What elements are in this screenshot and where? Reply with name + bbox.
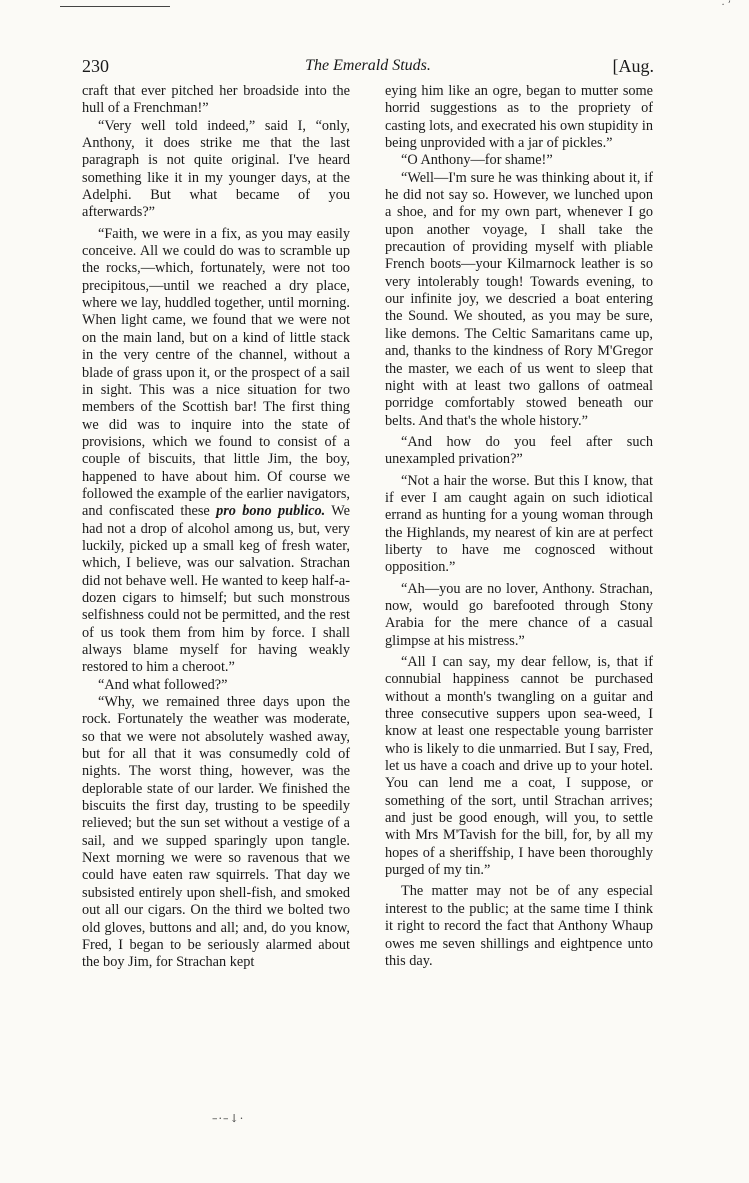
paragraph: “Well—I'm sure he was thinking about it, if he did not say so. However, we lunched upon a shoe, and for my own part, whenever I go upon another voyage, I shall take the precaution of providing myself with pliable French boots—your Kilmarnock leather is so very intolerably tough! Towards evening, to our infinite joy, we descried a boat entering the Sound. We shouted, as you may be sure, like demons. The Celtic Samaritans came up, and, thanks to the kindness of Rory M'Gregor the master, we each of us went to sleep that night with at least two gallons of oatmeal porridge comfortably stowed beneath our belts. And that's the whole history.” [385, 169, 653, 429]
running-title: The Emerald Studs. [305, 57, 431, 74]
page-number: 230 [82, 56, 109, 76]
paragraph [82, 226, 350, 677]
paragraph: “Not a hair the worse. But this I know, that if ever I am caught again on such idiotical errand as hunting for a young woman through the Highlands, my nearest of kin are at perfect liberty to have me cognosced without opposition.” [385, 472, 653, 576]
paragraph: “And what followed?” [98, 676, 228, 693]
left-column [82, 83, 350, 972]
issue-month: [Aug. [612, 56, 654, 76]
paragraph: The matter may not be of any especial interest to the public; at the same time I think it right to record the fact that Anthony Whaup owes me seven shillings and eightpence unto this day. [385, 883, 653, 969]
right-column [385, 83, 653, 970]
corner-mark: · ’ [721, 0, 731, 11]
latin-phrase: pro bono publico. [216, 503, 326, 520]
paragraph: “Ah—you are no lover, Anthony. Strachan, now, would go barefooted through Stony Arabia for the mere chance of a casual glimpse at his mistress.” [385, 580, 653, 649]
paragraph: “Why, we remained three days upon the rock. Fortunately the weather was moderate, so that we were not absolutely washed away, but for all that it was consumedly cold of nights. The worst thing, however, was the deplorable state of our larder. We finished the biscuits the first day, trusting to be speedily relieved; but the sun set without a vestige of a sail, and we supped sparingly upon tangle. Next morning we were so ravenous that we could have eaten raw squirrels. That day we subsisted entirely upon shell-fish, and smoked out all our cigars. On the third we bolted two old gloves, buttons and all; and, do you know, Fred, I began to be seriously alarmed about the boy Jim, for Strachan kept [82, 694, 350, 971]
paragraph: “All I can say, my dear fellow, is, that if connubial happiness cannot be purchased without a month's twangling on a guitar and three consecutive suppers upon sea-weed, I know at least one respectable young barrister who is likely to die unmarried. But I say, Fred, let us have a coach and drive up to your hotel. You can lend me a coat, I suppose, or something of the sort, until Strachan arrives; and just be good enough, will you, to settle with Mrs M'Tavish for the bill, for, by all my hopes of a sheriffship, I have been thoroughly purged of my tin.” [385, 654, 653, 879]
printer-mark: –·–↓· [212, 1112, 245, 1125]
paragraph-text: “Faith, we were in a fix, as you may easily conceive. All we could do was to scramble up the rocks,—which, fortunately, were not too precipitous,—until we reached a dry place, where we lay, huddled together, until morning. When light came, we found that we were not on the main land, but on a kind of little stack in the very centre of the channel, without a blade of grass upon it, or the prospect of a sail in sight. This was a nice situation for two members of the Scottish bar! The first thing we did was to inquire into the state of provisions, which we found to consist of a couple of biscuits, that little Jim, the boy, happened to have about him. Of course we followed the example of the earlier navigators, and confiscated these [82, 225, 350, 520]
paragraph-text: We had not a drop of alcohol among us, but, very luckily, picked up a small keg of fresh water, which, I believe, was our salvation. Strachan did not behave well. He wanted to keep half-a-dozen cigars to himself; but such monstrous selfishness could not be permitted, and the rest of us took them from him by force. I shall always blame myself for having weakly restored to him a cheroot.” [82, 503, 350, 676]
paragraph: “O Anthony—for shame!” [401, 152, 553, 169]
paragraph: “And how do you feel after such unexampled privation?” [385, 433, 653, 468]
page-header [82, 56, 654, 80]
paragraph: “Very well told indeed,” said I, “only, Anthony, it does strike me that the last paragraph is not quite original. I've heard something like it in my younger days, at the Adelphi. But what became of you afterwards?” [82, 117, 350, 221]
paragraph: eying him like an ogre, began to mutter some horrid suggestions as to the propriety of casting lots, and execrated his own stupidity in being unprovided with a jar of pickles.” [385, 83, 653, 152]
paragraph: craft that ever pitched her broadside into the hull of a Frenchman!” [82, 83, 350, 117]
top-rule [60, 6, 170, 7]
